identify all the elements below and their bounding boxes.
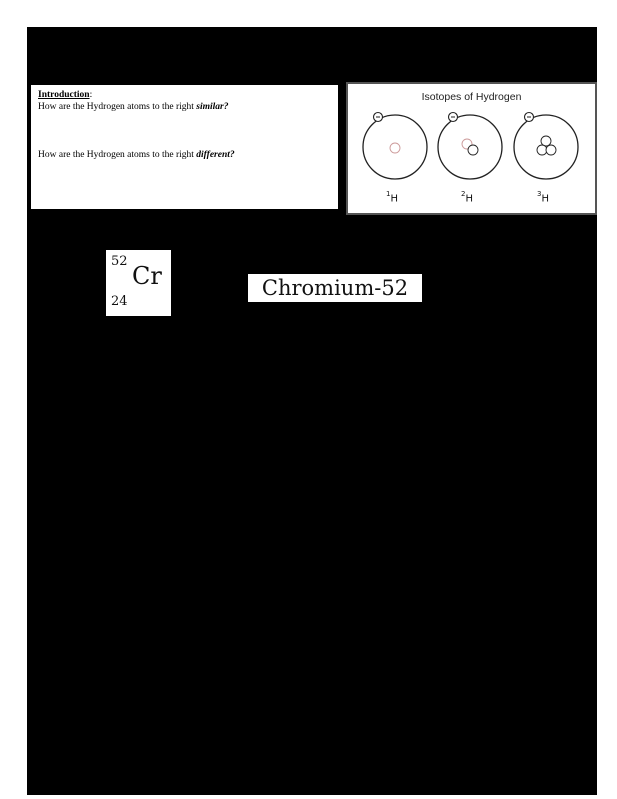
intro-heading-line <box>38 89 331 101</box>
question-similar-text: How are the Hydrogen atoms to the right <box>38 102 197 112</box>
atomic-number: 24 <box>111 294 128 309</box>
label-hydrogen-3 <box>537 191 549 204</box>
label-hydrogen-1 <box>386 191 398 204</box>
isotopes-figure <box>346 82 597 215</box>
mass-number: 52 <box>111 254 128 269</box>
hydrogen-atoms-diagram <box>348 104 595 189</box>
question-similar <box>38 101 331 113</box>
label-h3-symbol: H <box>541 193 549 205</box>
hydrogen-3-atom <box>514 113 578 180</box>
question-different <box>38 149 331 161</box>
question-different-text: How are the Hydrogen atoms to the right <box>38 150 197 160</box>
question-similar-emphasis: similar? <box>196 102 229 112</box>
label-hydrogen-2 <box>461 191 473 204</box>
label-h2-symbol: H <box>465 193 473 205</box>
hydrogen-2-atom <box>438 113 502 180</box>
label-h1-symbol: H <box>390 193 398 205</box>
question-different-emphasis: different? <box>196 150 235 160</box>
worksheet-page <box>27 27 597 795</box>
element-notation-box <box>106 250 171 316</box>
label-h2-mass: 2 <box>461 190 466 198</box>
introduction-box <box>31 85 338 209</box>
label-h3-mass: 3 <box>537 190 542 198</box>
intro-heading-colon: : <box>89 90 93 100</box>
element-name-box: Chromium-52 <box>248 274 422 302</box>
hydrogen-1-atom <box>363 113 427 180</box>
isotopes-title: Isotopes of Hydrogen <box>421 91 522 103</box>
intro-heading: Introduction <box>38 90 90 100</box>
label-h1-mass: 1 <box>386 190 391 198</box>
element-symbol: Cr <box>132 262 162 290</box>
